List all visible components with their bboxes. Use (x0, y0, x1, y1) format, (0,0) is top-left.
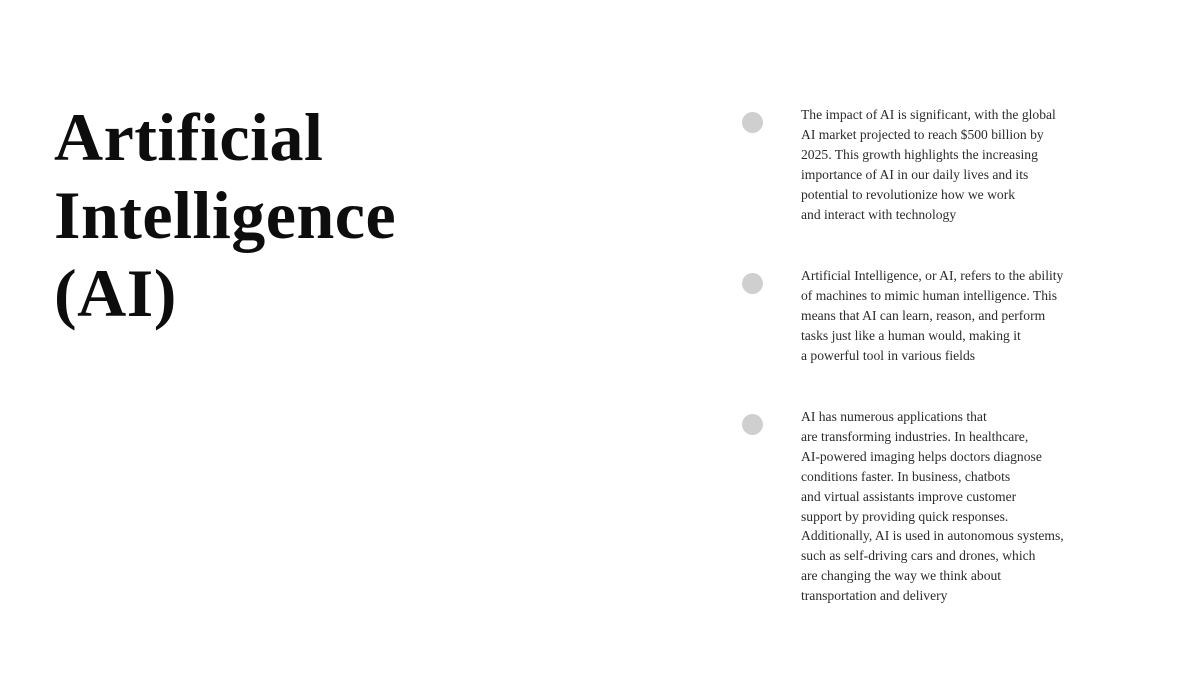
text-line: AI-powered imaging helps doctors diagnose (801, 448, 1042, 464)
text-line: importance of AI in our daily lives and its (801, 166, 1029, 182)
text-line: are transforming industries. In healthcare, (801, 428, 1029, 444)
text-line: means that AI can learn, reason, and perform (801, 307, 1046, 323)
bullet-text (801, 407, 1121, 606)
text-line: of machines to mimic human intelligence. This (801, 287, 1058, 303)
text-line: transportation and delivery (801, 588, 948, 604)
text-line: a powerful tool in various fields (801, 347, 976, 363)
text-line: are changing the way we think about (801, 568, 1002, 584)
text-line: The impact of AI is significant, with the global (801, 107, 1056, 122)
text-line: potential to revolutionize how we work (801, 186, 1016, 202)
text-line: such as self-driving cars and drones, which (801, 548, 1036, 564)
bullet-dot-icon (742, 414, 763, 435)
title-line: (AI) (54, 255, 177, 331)
text-line: and interact with technology (801, 206, 957, 222)
bullet-text (801, 266, 1121, 366)
title-line: Intelligence (54, 177, 397, 253)
text-line: AI has numerous applications that (801, 409, 987, 424)
text-line: 2025. This growth highlights the increasing (801, 146, 1038, 162)
title-line: Artificial (54, 99, 324, 175)
bullet-dot-icon (742, 112, 763, 133)
bullet-dot-icon (742, 273, 763, 294)
text-line: support by providing quick responses. (801, 508, 1009, 524)
slide-title (54, 98, 574, 332)
text-line: AI market projected to reach $500 billion by (801, 126, 1044, 142)
text-line: tasks just like a human would, making it (801, 327, 1021, 343)
text-line: Artificial Intelligence, or AI, refers to the ability (801, 268, 1064, 283)
bullet-text (801, 105, 1121, 224)
text-line: and virtual assistants improve customer (801, 488, 1017, 504)
text-line: Additionally, AI is used in autonomous systems, (801, 528, 1064, 544)
text-line: conditions faster. In business, chatbots (801, 468, 1011, 484)
